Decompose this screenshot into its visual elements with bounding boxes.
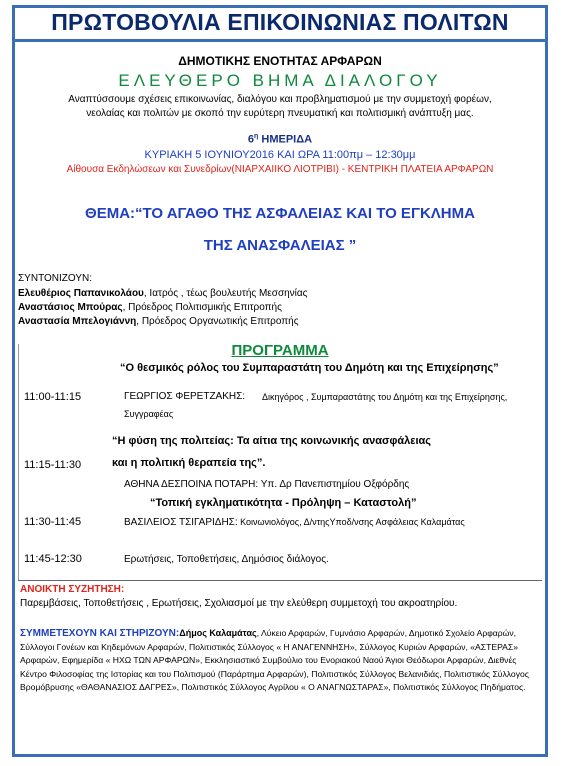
theme-line-1: [12, 205, 548, 222]
coordinator-2: [18, 302, 282, 313]
supporters-text: , Λύκειο Αρφαρών, Γυμνάσιο Αρφαρών, Δημοτικό Σχολείο Αρφαρών, Σύλλογοι Γονέων και Κηδεμόνων Αρφαρών, Πολιτιστικός Σύλλογος « Η ΑΝΑΓΕΝΝΗΣΗ», Σύλλογος Κυριών Αρφαρών, «ΑΣΤΕΡΑΣ» Αρφαρών, Εφημερίδα « ΗΧΩ ΤΩΝ ΑΡΦΑΡΩΝ», Εκκλησιαστικό Συμβούλιο του Ενοριακού Ναού Άγιοι Θεόδωροι Αρφαρών, Διεθνές Κέντρο Φιλοσοφίας της Ιστορίας και του Πολιτισμού (Παράρτημα Αρφαρών), Πολιτιστικός Σύλλογος Βελανιδιάς, Πολιτιστικός Σύλλογος Βρομόβρυσης «ΘΑΘΑΝΑΣΙΟΣ ΔΑΓΡΕΣ», Πολιτιστικός Σύλλογος Αγρίλου « Ο ΑΝΑΓΝΩΣΤΑΡΑΣ», Πολιτιστικός Σύλλογος Πηδήματος.: [20, 628, 529, 692]
discussion-heading: ΑΝΟΙΚΤΗ ΣΥΖΗΤΗΣΗ:: [20, 584, 125, 595]
slot-2-time: 11:15-11:30: [24, 459, 82, 471]
supporters-first: Δήμος Καλαμάτας: [179, 628, 257, 638]
program-left-rule: [18, 344, 19, 580]
discussion-text: Παρεμβάσεις, Τοποθετήσεις , Ερωτήσεις, Σχολιασμοί με την ελεύθερη συμμετοχή του ακροατηρίου.: [20, 598, 458, 609]
theme-text-1: “ΤΟ ΑΓΑΘΟ ΤΗΣ ΑΣΦΑΛΕΙΑΣ ΚΑΙ ΤΟ ΕΓΚΛΗΜΑ: [135, 205, 475, 222]
slot-4-text: Ερωτήσεις, Τοποθετήσεις, Δημόσιος διάλογος.: [124, 554, 329, 565]
coordinator-1: [18, 288, 308, 299]
coordinator-3: [18, 316, 299, 327]
coordinator-2-role: , Πρόεδρος Πολιτισμικής Επιτροπής: [122, 302, 282, 313]
event-number-value: 6: [247, 133, 255, 146]
intro-line-2: νεολαίας και πολιτών με σκοπό την ευρύτερη πνευματική και πολιτισμική ανάπτυξη μας.: [86, 108, 474, 119]
slot-3-speaker-name: ΒΑΣΙΛΕΙΟΣ ΤΣΙΓΑΡΙΔΗΣ:: [124, 517, 238, 528]
event-datetime: ΚΥΡΙΑΚΗ 5 ΙΟΥΝΙΟΥ2016 ΚΑΙ ΩΡΑ 11:00πμ – 12:30μμ: [144, 149, 416, 161]
slot-3-speaker: [124, 517, 465, 528]
event-number: [12, 133, 548, 146]
coordinator-1-role: , Ιατρός , τέως βουλευτής Μεσσηνίας: [143, 288, 308, 299]
theme-label: ΘΕΜΑ:: [85, 205, 136, 222]
event-number-suffix: η: [254, 133, 259, 140]
slot-1-role-2: Συγγραφέας: [124, 409, 174, 419]
slot-1-role: Δικηγόρος , Συμπαραστάτης του Δημότη και της Επιχείρησης,: [262, 392, 508, 402]
coordinator-3-role: , Πρόεδρος Οργανωτικής Επιτροπής: [136, 316, 299, 327]
coordinator-3-name: Αναστασία Μπελογιάννη: [18, 316, 137, 327]
event-label: ΗΜΕΡΙΔΑ: [261, 133, 313, 146]
event-venue: Αίθουσα Εκδηλώσεων και Συνεδρίων(ΝΙΑΡΧΑΙΙΚΟ ΛΙΟΤΡΙΒΙ) - ΚΕΝΤΡΙΚΗ ΠΛΑΤΕΙΑ ΑΡΦΑΡΩΝ: [66, 164, 494, 175]
supporters-heading: ΣΥΜΜΕΤΕΧΟΥΝ ΚΑΙ ΣΤΗΡΙΖΟΥΝ:: [20, 628, 180, 639]
coordinators-heading: ΣΥΝΤΟΝΙΖΟΥΝ:: [18, 273, 93, 284]
slot-3-time: 11:30-11:45: [24, 516, 82, 528]
talk-1-title: “Ο θεσμικός ρόλος του Συμπαραστάτη του Δημότη και της Επιχείρησης”: [120, 362, 499, 374]
theme-line-2: ΤΗΣ ΑΝΑΣΦΑΛΕΙΑΣ ”: [203, 237, 357, 254]
slot-1-speaker: ΓΕΩΡΓΙΟΣ ΦΕΡΕΤΖΑΚΗΣ:: [124, 391, 246, 402]
slot-2-speaker: ΑΘΗΝΑ ΔΕΣΠΟΙΝΑ ΠΟΤΑΡΗ: Υπ. Δρ Πανεπιστημίου Οξφόρδης: [124, 479, 410, 490]
talk-2-title-1: “Η φύση της πολιτείας: Τα αίτια της κοινωνικής ανασφάλειας: [112, 435, 432, 447]
coordinator-2-name: Αναστάσιος Μπούρας: [18, 302, 123, 313]
page-title: ΠΡΩΤΟΒΟΥΛΙΑ ΕΠΙΚΟΙΝΩΝΙΑΣ ΠΟΛΙΤΩΝ: [12, 5, 548, 42]
program-heading: ΠΡΟΓΡΑΜΜΑ: [231, 342, 329, 359]
slot-4-time: 11:45-12:30: [24, 553, 82, 565]
talk-3-title: “Τοπική εγκληματικότητα - Πρόληψη – Καταστολή”: [150, 497, 417, 509]
municipality-heading: ΔΗΜΟΤΙΚΗΣ ΕΝΟΤΗΤΑΣ ΑΡΦΑΡΩΝ: [178, 54, 382, 68]
coordinator-1-name: Ελευθέριος Παπανικολάου: [18, 288, 144, 299]
supporters-block: [20, 627, 540, 695]
intro-line-1: Αναπτύσσουμε σχέσεις επικοινωνίας, διαλόγου και προβληματισμού με την συμμετοχή φορέων,: [68, 94, 492, 105]
slot-1-time: 11:00-11:15: [24, 391, 82, 403]
forum-title: ΕΛΕΥΘΕΡΟ ΒΗΜΑ ΔΙΑΛΟΓΟΥ: [118, 71, 442, 90]
talk-2-title-2: και η πολιτική θεραπεία της”.: [112, 457, 266, 469]
discussion-divider: [18, 580, 542, 581]
slot-3-role: Κοινωνιολόγος, Δ/ντηςΥποδ/νσης Ασφάλειας Καλαμάτας: [237, 517, 465, 527]
